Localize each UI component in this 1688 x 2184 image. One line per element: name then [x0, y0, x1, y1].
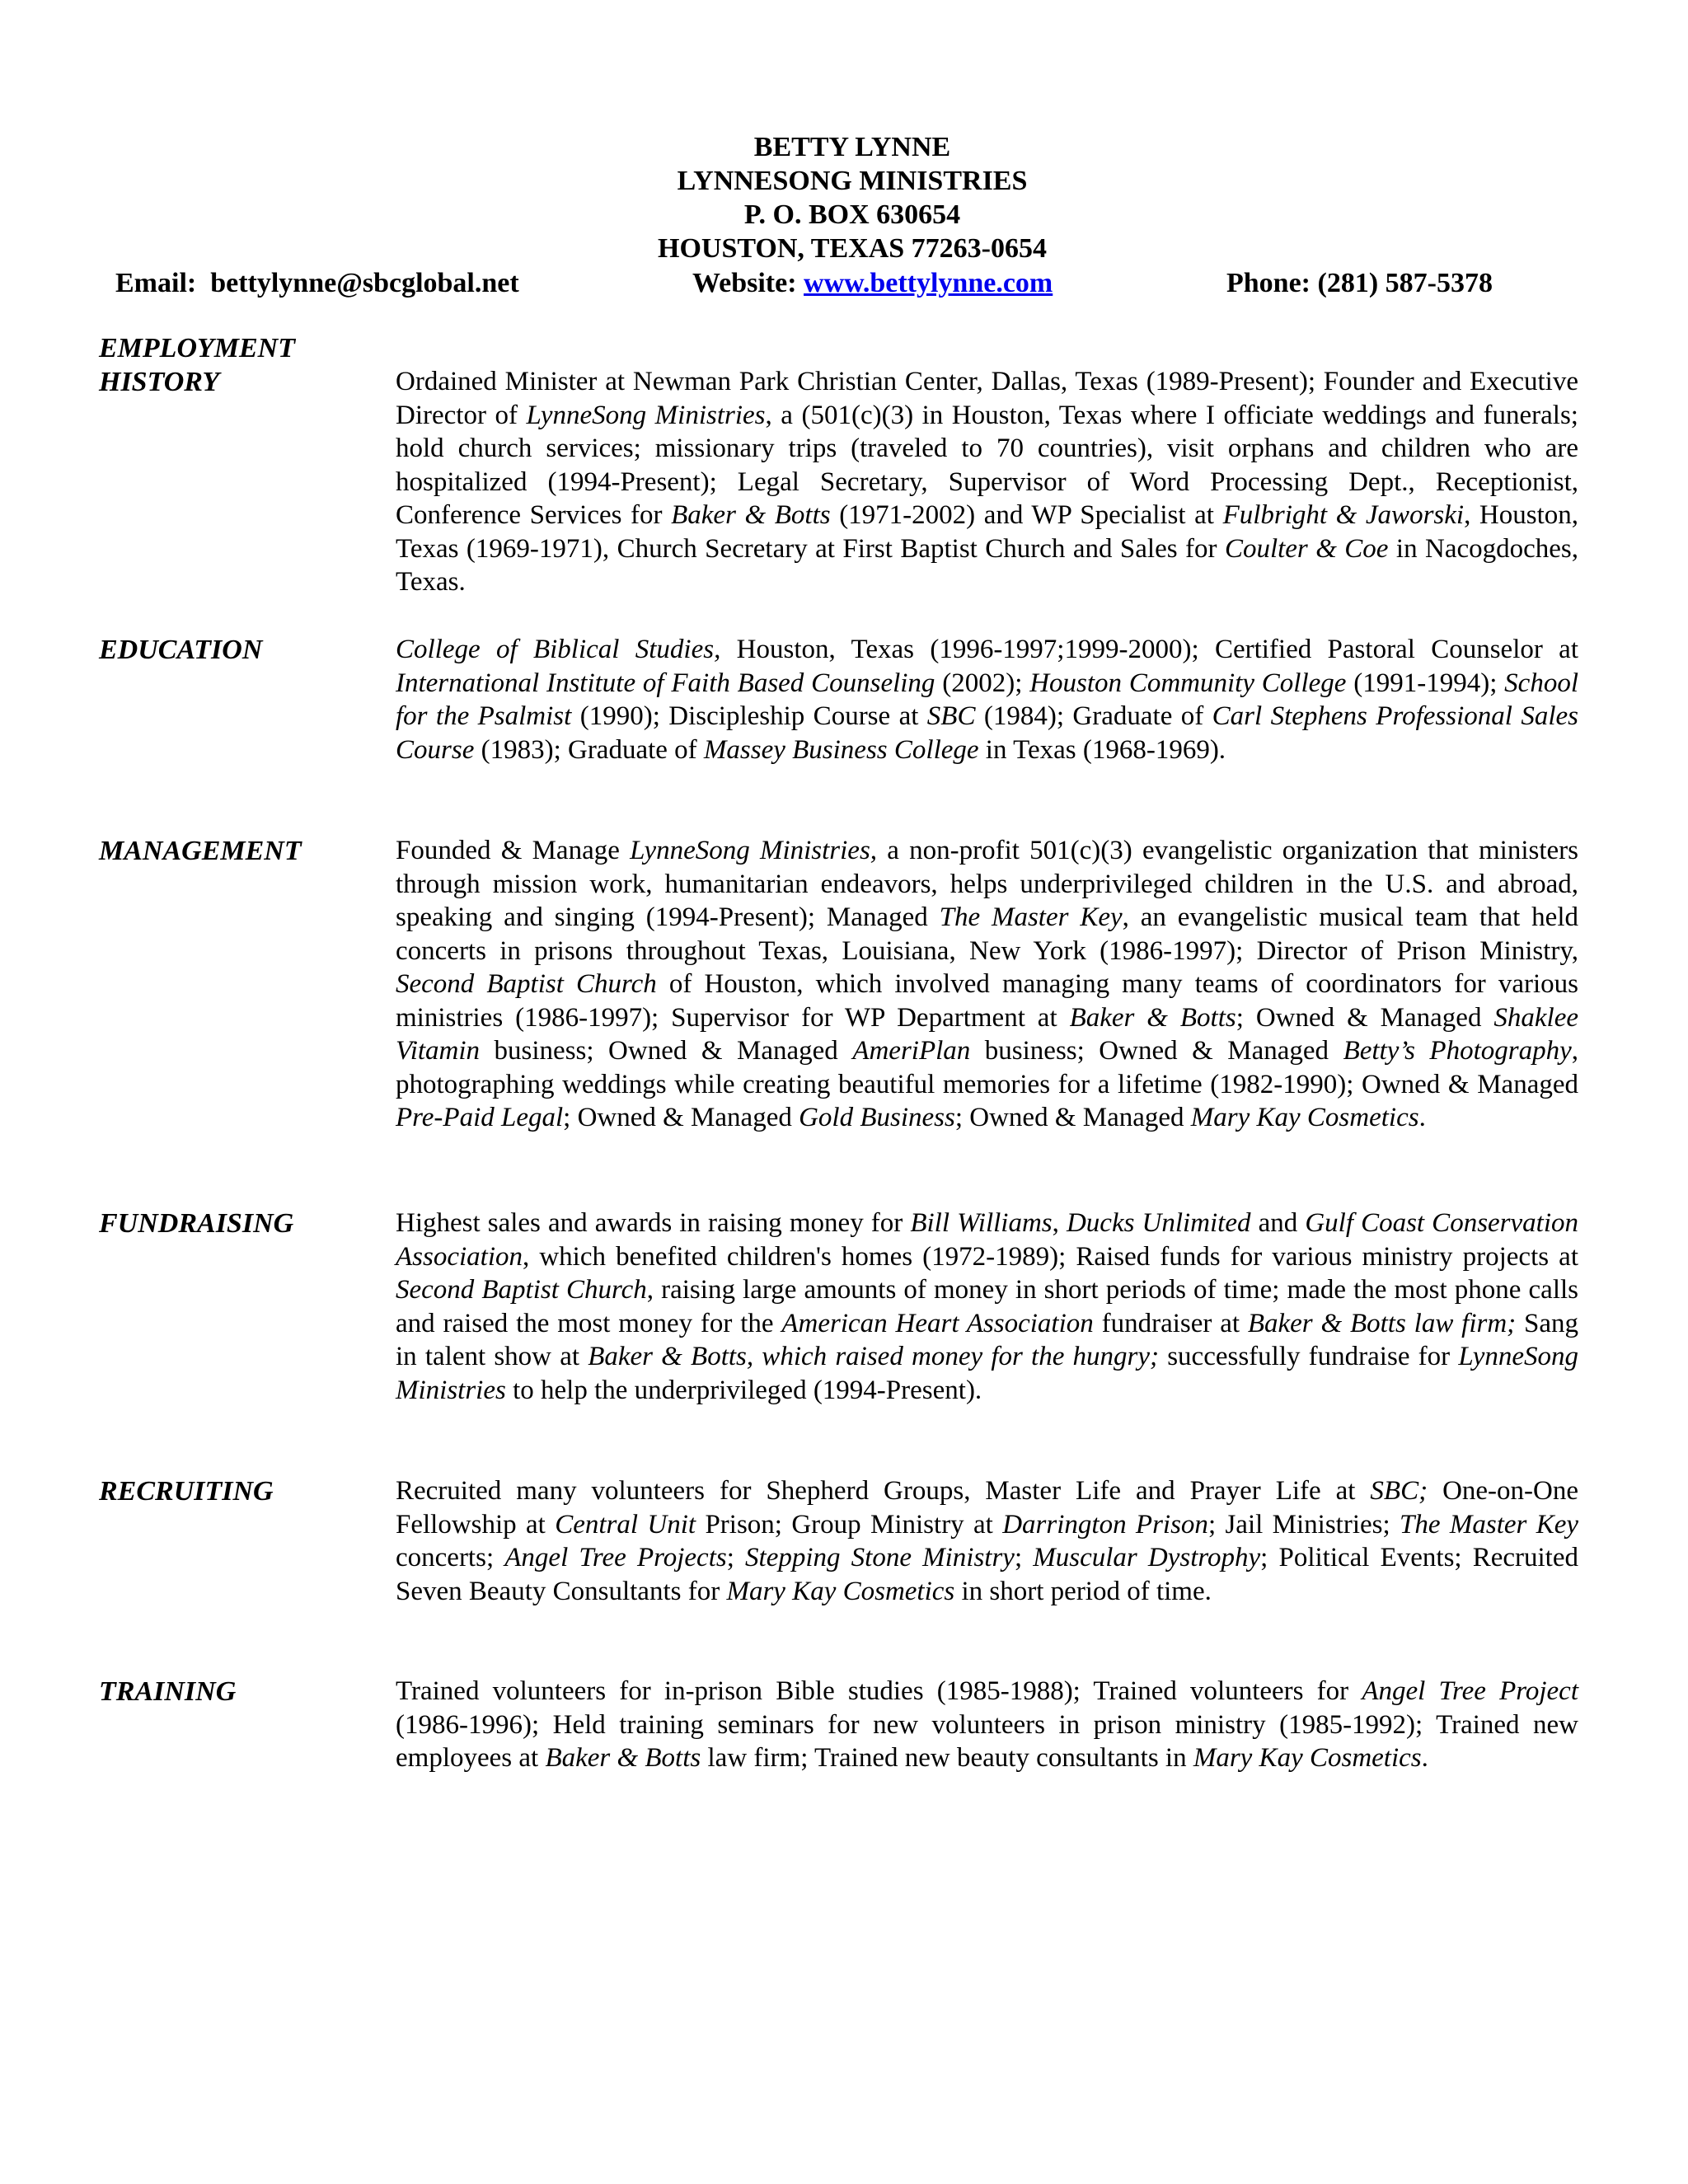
website-link[interactable]: www.bettylynne.com [804, 268, 1053, 298]
italic-text-segment: Baker & Botts, which raised money for the hungry; [588, 1342, 1160, 1371]
italic-text-segment: Coulter & Coe [1224, 533, 1389, 564]
email-value: bettylynne@sbcglobal.net [210, 268, 519, 298]
text-segment: Houston, Texas (1996-1997;1999-2000); Certified Pastoral Counselor at [720, 635, 1579, 664]
italic-text-segment: College of Biblical Studies, [396, 635, 721, 664]
section-title [99, 1675, 379, 1708]
email-label: Email: [115, 268, 197, 298]
text-segment: Highest sales and awards in raising money for [396, 1208, 911, 1238]
italic-text-segment: AmeriPlan [852, 1036, 971, 1066]
italic-text-segment: Second Baptist Church [396, 969, 657, 999]
italic-text-segment: Baker & Botts [671, 500, 831, 530]
text-segment: Ordained Minister at Newman Park Christian Center, Dallas, Texas (1989-Present); Founder and Executive Director of [396, 367, 1578, 430]
text-segment: Recruited many volunteers for Shepherd Groups, Master Life and Prayer Life at [396, 1476, 1371, 1506]
text-segment: fundraiser at [1093, 1308, 1248, 1338]
italic-text-segment: LynneSong Ministries [396, 1342, 1578, 1405]
italic-text-segment: Baker & Botts law firm; [1247, 1308, 1517, 1338]
text-segment: (1983); Graduate of [474, 734, 704, 765]
italic-text-segment: Angel Tree Project [1362, 1676, 1578, 1706]
text-segment: . [1418, 1103, 1426, 1132]
section-title [99, 834, 379, 868]
text-segment: Founded & Manage [396, 836, 631, 865]
italic-text-segment: Central Unit [555, 1509, 696, 1540]
section-body [396, 834, 1578, 1135]
section-title-line: MANAGEMENT [99, 836, 302, 866]
text-segment: ; [726, 1543, 746, 1572]
contact-email [115, 265, 519, 302]
italic-text-segment: Stepping Stone Ministry [745, 1543, 1015, 1572]
italic-text-segment: Shaklee Vitamin [396, 1002, 1578, 1066]
text-segment: , an evangelistic musical team that held concerts in prisons throughout Texas, Louisiana, New York (1986-1997); Director of Prison Ministry, [396, 902, 1579, 966]
italic-text-segment: Baker & Botts [545, 1743, 701, 1773]
phone-label: Phone: [1226, 268, 1311, 298]
contact-phone [1226, 265, 1493, 302]
section-title [99, 1474, 379, 1508]
text-segment: ; Jail Ministries; [1207, 1509, 1400, 1540]
italic-text-segment: School for the Psalmist [396, 668, 1578, 731]
text-segment: ; Owned & Managed [954, 1103, 1191, 1132]
italic-text-segment: Darrington Prison [1002, 1509, 1208, 1540]
letterhead [0, 130, 1688, 265]
section-title [99, 331, 379, 399]
text-segment: (1971-2002) and WP Specialist at [830, 500, 1223, 530]
section-body [396, 633, 1578, 766]
italic-text-segment: Gulf Coast Conservation Association [396, 1208, 1579, 1272]
italic-text-segment: The Master Key [939, 902, 1123, 932]
section-title [99, 633, 379, 667]
text-segment: One-on-One Fellowship at [396, 1476, 1579, 1540]
text-segment: Trained volunteers for in-prison Bible studies (1985-1988); Trained volunteers for [396, 1676, 1362, 1706]
italic-text-segment: Mary Kay Cosmetics [726, 1576, 955, 1606]
text-segment: business; Owned & Managed [480, 1036, 853, 1066]
organization-name: LYNNESONG MINISTRIES [677, 166, 1028, 196]
text-segment: , photographing weddings while creating beautiful memories for a lifetime (1982-1990); Owned & Managed [396, 1036, 1578, 1099]
text-segment: (1984); Graduate of [975, 701, 1212, 731]
section-title-line: EDUCATION [99, 635, 263, 665]
text-segment: ; [1014, 1543, 1034, 1572]
italic-text-segment: Ducks Unlimited [1066, 1208, 1251, 1238]
text-segment: of Houston, which involved managing many teams of coordinators for various ministries (1986-1997); Supervisor for WP Department at [396, 969, 1578, 1033]
contact-row [0, 265, 1688, 302]
italic-text-segment: American Heart Association [781, 1308, 1094, 1338]
italic-text-segment: Fulbright & Jaworski [1222, 500, 1465, 530]
italic-text-segment: Baker & Botts [1069, 1002, 1236, 1033]
text-segment: ; Political Events; Recruited Seven Beauty Consultants for [396, 1543, 1579, 1606]
text-segment: ; Owned & Managed [563, 1103, 799, 1132]
section-title-line: EMPLOYMENT [99, 333, 295, 363]
italic-text-segment: SBC; [1370, 1476, 1428, 1506]
section-body [396, 1207, 1578, 1407]
text-segment: law firm; Trained new beauty consultants in [701, 1743, 1193, 1773]
italic-text-segment: Muscular Dystrophy [1033, 1543, 1261, 1572]
italic-text-segment: Betty’s Photography [1343, 1036, 1572, 1066]
italic-text-segment: Carl Stephens Professional Sales Course [396, 701, 1578, 765]
section-title-line: RECRUITING [99, 1476, 274, 1507]
section-title-line: TRAINING [99, 1676, 237, 1707]
text-segment: , [1052, 1208, 1067, 1238]
text-segment: , a (501(c)(3) in Houston, Texas where I officiate weddings and funerals; hold church services; missionary trips (traveled to 70 countries), visit orphans and children who are hospitalized (1994-Present); Legal Secretary, Supervisor of Word Processing Dept., Receptionist, Conference Services for [396, 400, 1578, 530]
text-segment: ; Owned & Managed [1236, 1002, 1494, 1033]
italic-text-segment: LynneSong Ministries, [630, 836, 878, 865]
italic-text-segment: Pre-Paid Legal [396, 1103, 564, 1132]
phone-value: (281) 587-5378 [1317, 268, 1493, 298]
section-body [396, 365, 1578, 599]
italic-text-segment: Massey Business College [703, 734, 979, 765]
text-segment: Prison; Group Ministry at [696, 1509, 1003, 1540]
website-label: Website: [692, 268, 797, 298]
text-segment: , which benefited children's homes (1972-1989); Raised funds for various ministry projects at [523, 1241, 1578, 1272]
text-segment: and [1250, 1208, 1306, 1238]
text-segment: (1986-1996); Held training seminars for new volunteers in prison ministry (1985-1992); Trained new employees at [396, 1709, 1578, 1773]
text-segment: business; Owned & Managed [970, 1036, 1343, 1066]
italic-text-segment: International Institute of Faith Based Counseling [396, 668, 935, 698]
italic-text-segment: The Master Key [1400, 1509, 1579, 1540]
text-segment: concerts; [396, 1543, 505, 1572]
text-segment: a non-profit 501(c)(3) evangelistic organization that ministers through mission work, humanitarian endeavors, helps underprivileged children in the U.S. and abroad, speaking and singing (1994-Present); Managed [396, 836, 1578, 932]
text-segment: (1990); Discipleship Course at [571, 701, 927, 731]
text-segment: successfully fundraise for [1159, 1342, 1459, 1371]
italic-text-segment: Gold Business [799, 1103, 955, 1132]
text-segment: (2002); [935, 668, 1030, 698]
italic-text-segment: SBC [926, 701, 976, 731]
text-segment: (1991-1994); [1346, 668, 1505, 698]
text-segment: in Nacogdoches, Texas. [396, 533, 1579, 597]
section-body [396, 1675, 1578, 1775]
city-state-zip: HOUSTON, TEXAS 77263-0654 [658, 233, 1047, 264]
text-segment: in short period of time. [954, 1576, 1212, 1606]
text-segment: . [1421, 1743, 1428, 1773]
text-segment: Sang in talent show at [396, 1308, 1579, 1371]
po-box: P. O. BOX 630654 [743, 199, 961, 230]
section-title-line: FUNDRAISING [99, 1208, 294, 1239]
text-segment: in Texas (1968-1969). [978, 734, 1226, 765]
text-segment: to help the underprivileged (1994-Present). [505, 1375, 982, 1405]
italic-text-segment: LynneSong Ministries [526, 400, 766, 430]
text-segment: , raising large amounts of money in short periods of time; made the most phone calls and raised the most money for the [396, 1275, 1578, 1338]
italic-text-segment: Mary Kay Cosmetics [1193, 1743, 1422, 1773]
italic-text-segment: Houston Community College [1029, 668, 1347, 698]
person-name: BETTY LYNNE [753, 132, 951, 162]
section-body [396, 1474, 1578, 1608]
italic-text-segment: Mary Kay Cosmetics [1190, 1103, 1419, 1132]
italic-text-segment: Second Baptist Church [396, 1275, 647, 1305]
italic-text-segment: Bill Williams [910, 1208, 1053, 1238]
text-segment: , Houston, Texas (1969-1971), Church Secretary at First Baptist Church and Sales for [396, 500, 1579, 564]
section-title [99, 1207, 379, 1240]
section-title-line: HISTORY [99, 367, 220, 397]
italic-text-segment: Angel Tree Projects [504, 1543, 727, 1572]
contact-website [692, 265, 1053, 302]
